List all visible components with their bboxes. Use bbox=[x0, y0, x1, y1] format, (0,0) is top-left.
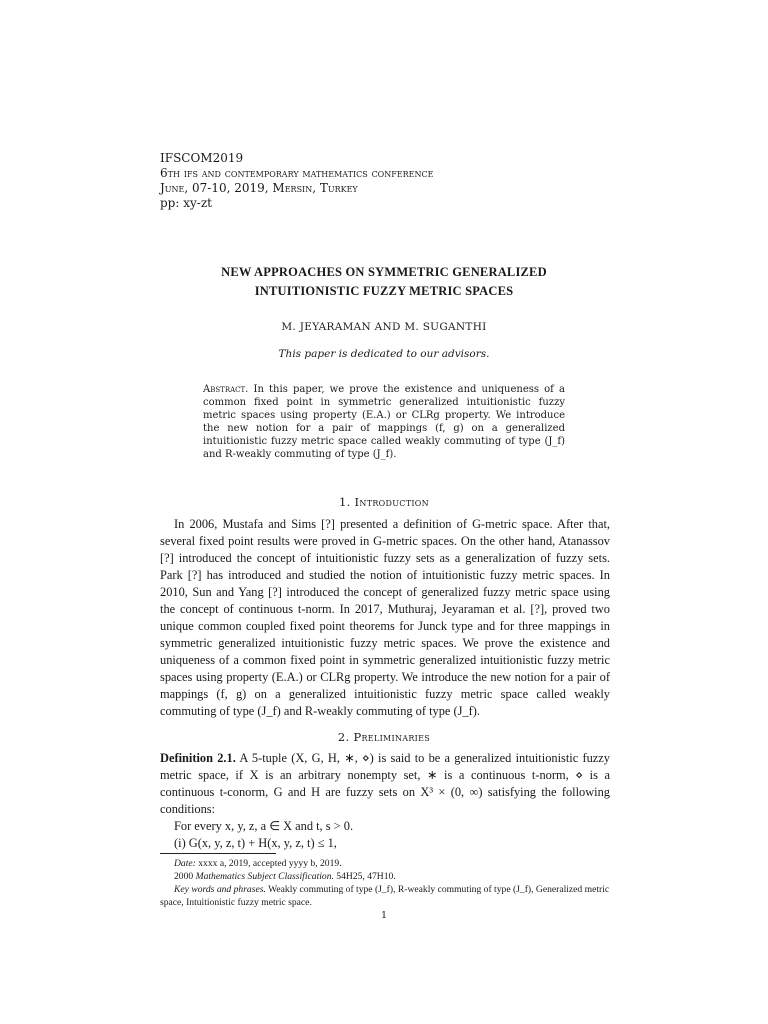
footnote-msc-year: 2000 bbox=[174, 871, 194, 882]
dedication: This paper is dedicated to our advisors. bbox=[278, 348, 490, 360]
abstract-text: In this paper, we prove the existence and uniqueness of a common fixed point in symmetric generalized intuitionistic fuzzy metric spaces using property (E.A.) or CLRg property. We introduce the new notion for a pair of mappings (f, g) on a generalized intuitionistic fuzzy metric space called weakly commuting of type (J_f) and R-weakly commuting of type (J_f). bbox=[203, 384, 565, 460]
title-line-1: NEW APPROACHES ON SYMMETRIC GENERALIZED bbox=[221, 265, 547, 279]
footnotes bbox=[160, 857, 610, 909]
definition-paragraph bbox=[160, 750, 610, 818]
footnote-rule bbox=[160, 853, 276, 854]
section-heading-introduction: 1. Introduction bbox=[339, 495, 429, 509]
conference-full-name: 6th ifs and contemporary mathematics conference bbox=[160, 166, 434, 180]
title-line-2: INTUITIONISTIC FUZZY METRIC SPACES bbox=[254, 284, 514, 298]
definition-text: A 5-tuple (X, G, H, ∗, ⋄) is said to be a generalized intuitionistic fuzzy metric space, if X is an arbitrary nonempty set, ∗ is a continuous t-norm, ⋄ is a continuous t-conorm, G and H are fuzzy sets on X³ × (0, ∞) satisfying the following conditions: bbox=[160, 751, 610, 816]
preliminaries-body bbox=[160, 750, 610, 852]
conference-date-place: June, 07-10, 2019, Mersin, Turkey bbox=[160, 181, 358, 195]
footnote-date bbox=[160, 857, 610, 870]
footnote-keywords-text: Weakly commuting of type (J_f), R-weakly commuting of type (J_f), Generalized metric space, Intuitionistic fuzzy metric space. bbox=[160, 884, 610, 908]
footnote-msc bbox=[160, 870, 610, 883]
authors: M. JEYARAMAN AND M. SUGANTHI bbox=[281, 321, 487, 333]
page-number: 1 bbox=[380, 910, 388, 921]
conference-name: IFSCOM2019 bbox=[160, 151, 244, 165]
definition-label: Definition 2.1. bbox=[160, 751, 236, 765]
conference-header bbox=[160, 151, 433, 211]
section-heading-preliminaries: 2. Preliminaries bbox=[337, 730, 431, 744]
footnote-date-label: Date: bbox=[174, 858, 196, 869]
introduction-paragraph: In 2006, Mustafa and Sims [?] presented a definition of G-metric space. After that, several fixed point results were proved in G-metric spaces. On the other hand, Atanassov [?] introduced the concept of intuitionistic fuzzy sets as a generalization of fuzzy sets. Park [?] has introduced and studied the notion of intuitionistic fuzzy metric spaces. In 2010, Sun and Yang [?] introduced the concept of generalized fuzzy metric space using the concept of continuous t-norm. In 2017, Muthuraj, Jeyaraman et al. [?], proved two unique common coupled fixed point theorems for Junck type and for three mappings in symmetric generalized intuitionistic fuzzy metric spaces. We prove the existence and uniqueness of a common fixed point in symmetric generalized intuitionistic fuzzy metric spaces using property (E.A.) or CLRg property. We introduce the new notion for a pair of mappings (f, g) on a generalized intuitionistic fuzzy metric space called weakly commuting of type (J_f) and R-weakly commuting of type (J_f). bbox=[160, 517, 610, 718]
footnote-msc-label: Mathematics Subject Classification. bbox=[195, 871, 334, 882]
footnote-keywords bbox=[160, 883, 610, 909]
condition-i: (i) G(x, y, z, t) + H(x, y, z, t) ≤ 1, bbox=[174, 836, 337, 850]
abstract bbox=[203, 383, 565, 461]
footnote-keywords-label: Key words and phrases. bbox=[174, 884, 266, 895]
for-every-line: For every x, y, z, a ∈ X and t, s > 0. bbox=[174, 819, 354, 833]
abstract-label: Abstract. bbox=[203, 384, 249, 395]
page-range: pp: xy-zt bbox=[160, 196, 212, 210]
introduction-body bbox=[160, 516, 610, 720]
footnote-msc-text: 54H25, 47H10. bbox=[336, 871, 396, 882]
footnote-date-text: xxxx a, 2019, accepted yyyy b, 2019. bbox=[198, 858, 342, 869]
paper-title bbox=[120, 263, 648, 301]
